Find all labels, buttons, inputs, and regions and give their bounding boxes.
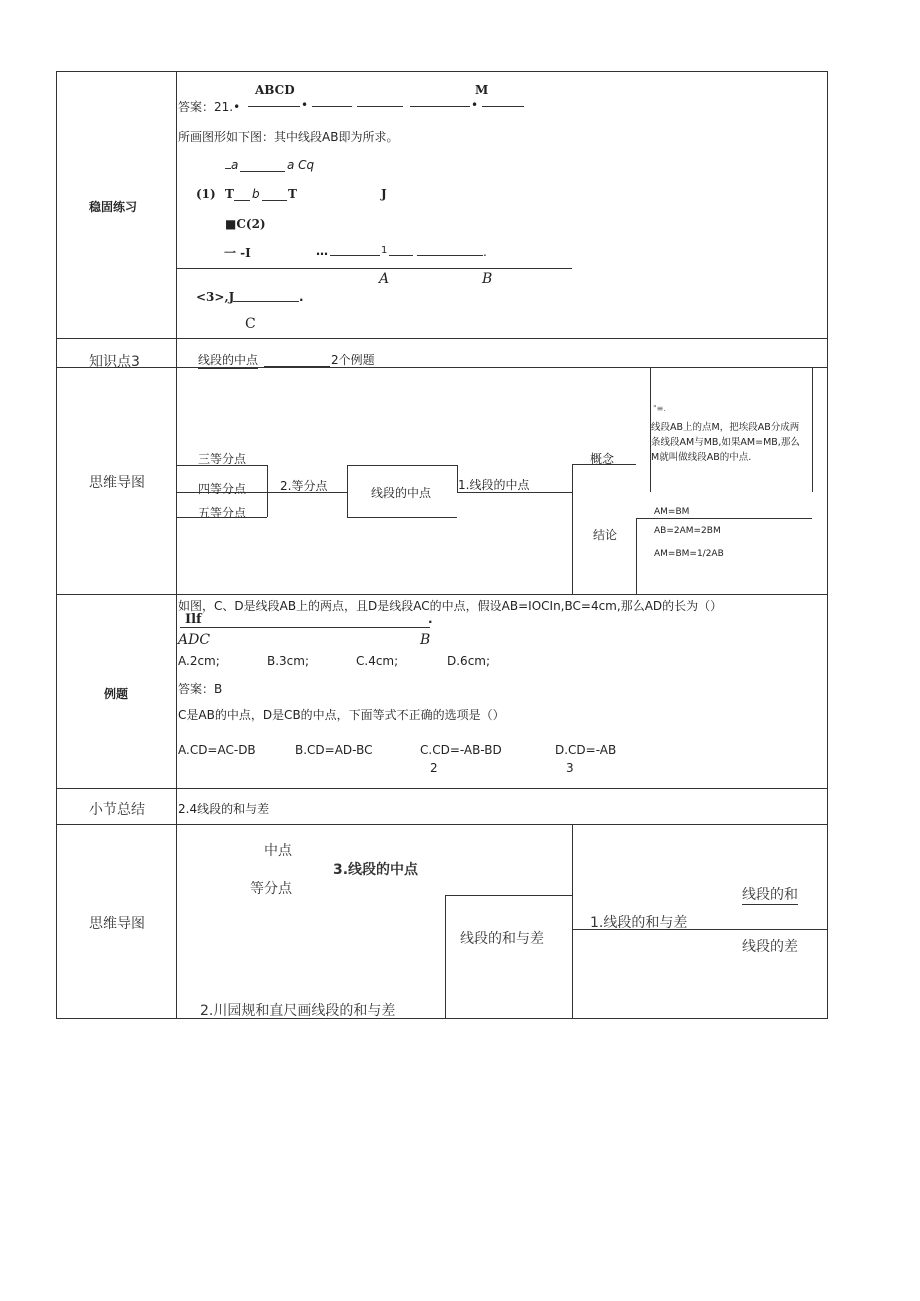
node-four-equal: 四等分点 bbox=[198, 482, 247, 496]
option-2-c-fraction: 2 bbox=[430, 761, 438, 775]
fig-dots-segment bbox=[330, 255, 380, 256]
example-answer: 答案：B bbox=[178, 682, 223, 696]
fig-a-segment bbox=[240, 171, 285, 172]
table-bottom-border bbox=[56, 1018, 828, 1019]
conclusion-box-top bbox=[636, 518, 812, 519]
row-divider-4 bbox=[56, 788, 828, 789]
row-label-examples: 例题 bbox=[104, 687, 129, 701]
fig-point-b: B bbox=[482, 271, 493, 287]
conclusion-eq-2: AB=2AM=2BM bbox=[654, 526, 721, 536]
option-2-c: C.CD=-AB-BD bbox=[420, 743, 502, 757]
example-fig-1-left: Ilf bbox=[185, 612, 202, 627]
fig-j: J bbox=[381, 187, 387, 201]
example-fig-1-dot: . bbox=[428, 612, 433, 626]
fig-t1: T bbox=[225, 187, 234, 201]
center-box-top bbox=[347, 465, 457, 466]
center-box-left bbox=[347, 465, 348, 517]
row-label-mind-map-2: 思维导图 bbox=[89, 916, 145, 932]
table-top-border bbox=[56, 71, 828, 72]
example-question-1: 如图，C、D是线段AB上的两点，且D是线段AC的中点，假设AB=IOCIn,BC=4cm,那么AD的长为（） bbox=[178, 599, 723, 613]
example-fig-2-left: ADC bbox=[178, 632, 211, 648]
example-fig-2-right: B bbox=[420, 632, 431, 648]
concept-def-line-2: 条线段AM与MB,如果AM=MB,那么 bbox=[651, 437, 800, 448]
concept-box-right bbox=[812, 367, 813, 492]
fig-point-a: A bbox=[379, 271, 390, 287]
fig-part-3-dot: . bbox=[299, 290, 304, 304]
answer-line: 答案：21.• bbox=[178, 100, 241, 114]
tree-line-five bbox=[176, 517, 267, 518]
fig-part-1: (1) bbox=[196, 187, 216, 201]
branch-equal-points: 2.等分点 bbox=[280, 479, 328, 493]
fig-t2: T bbox=[288, 187, 297, 201]
node-segment-sum: 线段的和 bbox=[742, 884, 798, 905]
node-segment-difference: 线段的差 bbox=[742, 939, 798, 955]
branch-3-midpoint: 3.线段的中点 bbox=[333, 862, 419, 878]
answer-segment-2 bbox=[312, 106, 352, 107]
fig-a-right: a Cq bbox=[287, 158, 315, 172]
knowledge-examples-count: 2个例题 bbox=[331, 353, 375, 367]
concept-def-line-1: 线段AB上的点M，把埃段AB分成两 bbox=[651, 422, 800, 433]
row-divider-1 bbox=[56, 338, 828, 339]
row-divider-3 bbox=[56, 594, 828, 595]
option-2-d-fraction: 3 bbox=[566, 761, 574, 775]
fig-long-segment bbox=[176, 268, 572, 269]
tree-bracket-left bbox=[267, 465, 268, 517]
branch-1-sum-diff: 1.线段的和与差 bbox=[590, 915, 688, 931]
row-label-practice: 稳固练习 bbox=[89, 200, 138, 214]
center-box-top-2 bbox=[445, 895, 572, 896]
node-three-equal: 三等分点 bbox=[198, 452, 247, 466]
answer-top-m: M bbox=[475, 83, 489, 97]
fig-point-c: C bbox=[245, 316, 256, 332]
option-2-a: A.CD=AC-DB bbox=[178, 743, 256, 757]
option-1-c: C.4cm; bbox=[356, 654, 399, 668]
fig-a-left: a bbox=[225, 158, 238, 172]
fig-t-segment-1 bbox=[234, 200, 250, 201]
figure-description: 所画图形如下图：其中线段AB即为所求。 bbox=[178, 130, 399, 144]
row-divider-2 bbox=[56, 367, 828, 368]
table-left-border bbox=[56, 71, 57, 1018]
answer-segment-4 bbox=[410, 106, 470, 107]
answer-segment-5 bbox=[482, 106, 524, 107]
conclusion-box-left bbox=[636, 518, 637, 594]
fig-tail-segment bbox=[417, 255, 483, 256]
row-label-summary: 小节总结 bbox=[89, 802, 145, 818]
tree-line-three bbox=[176, 465, 267, 466]
option-2-d: D.CD=-AB bbox=[555, 743, 617, 757]
fig-t-segment-2 bbox=[262, 200, 287, 201]
row-divider-5 bbox=[56, 824, 828, 825]
fig-one-segment bbox=[389, 255, 413, 256]
example-question-2: C是AB的中点，D是CB的中点，下面等式不正确的选项是（） bbox=[178, 708, 505, 722]
node-concept: 概念 bbox=[590, 452, 615, 466]
fig-b: b bbox=[252, 187, 260, 201]
center-node-midpoint: 线段的中点 bbox=[371, 486, 432, 500]
option-2-b: B.CD=AD-BC bbox=[295, 743, 373, 757]
branch-midpoint: 1.线段的中点 bbox=[458, 478, 530, 492]
center-box-left-2 bbox=[445, 895, 446, 1018]
concept-def-line-3: M就叫做线段AB的中点. bbox=[651, 452, 752, 463]
row-label-mind-map-1: 思维导图 bbox=[89, 475, 145, 491]
answer-segment-1 bbox=[248, 106, 300, 107]
option-1-b: B.3cm; bbox=[267, 654, 310, 668]
fig-c2: ■C(2) bbox=[225, 217, 266, 231]
summary-content: 2.4线段的和与差 bbox=[178, 802, 270, 816]
knowledge-topic-line bbox=[264, 366, 330, 367]
node-conclusion: 结论 bbox=[593, 528, 618, 542]
node-five-equal: 五等分点 bbox=[198, 506, 247, 520]
node-equal-points: 等分点 bbox=[250, 881, 292, 897]
knowledge-topic: 线段的中点 bbox=[198, 353, 259, 367]
example-fig-1-line bbox=[180, 627, 430, 628]
fig-tail-dot: . bbox=[483, 245, 487, 259]
fig-one: 1 bbox=[381, 245, 388, 256]
node-midpoint: 中点 bbox=[264, 843, 292, 859]
row-label-knowledge-3: 知识点3 bbox=[89, 354, 140, 370]
answer-segment-3 bbox=[357, 106, 403, 107]
answer-dot-2: • bbox=[471, 98, 479, 112]
table-right-border bbox=[827, 71, 828, 1018]
answer-top-letters: ABCD bbox=[255, 83, 295, 97]
tree-line-four bbox=[176, 492, 267, 493]
center-box-bottom bbox=[347, 517, 457, 518]
fig-part-3-segment bbox=[233, 301, 299, 302]
conclusion-eq-3: AM=BM=1/2AB bbox=[654, 549, 724, 559]
tree-bracket-right bbox=[572, 464, 573, 594]
option-1-d: D.6cm; bbox=[447, 654, 491, 668]
center-box-right-2 bbox=[572, 824, 573, 1018]
center-node-sum-diff: 线段的和与差 bbox=[460, 931, 544, 947]
branch-2-compass-ruler: 2.川园规和直尺画线段的和与差 bbox=[200, 1003, 396, 1019]
fig-dash-i: 一 -I bbox=[224, 246, 251, 260]
fig-part-3: <3>,J bbox=[196, 290, 235, 304]
concept-mark: "≡. bbox=[653, 404, 666, 413]
fig-dots: … bbox=[316, 244, 328, 258]
conclusion-eq-1: AM=BM bbox=[654, 507, 690, 517]
answer-dot-1: • bbox=[301, 98, 309, 112]
column-divider bbox=[176, 71, 177, 1018]
option-1-a: A.2cm; bbox=[178, 654, 220, 668]
